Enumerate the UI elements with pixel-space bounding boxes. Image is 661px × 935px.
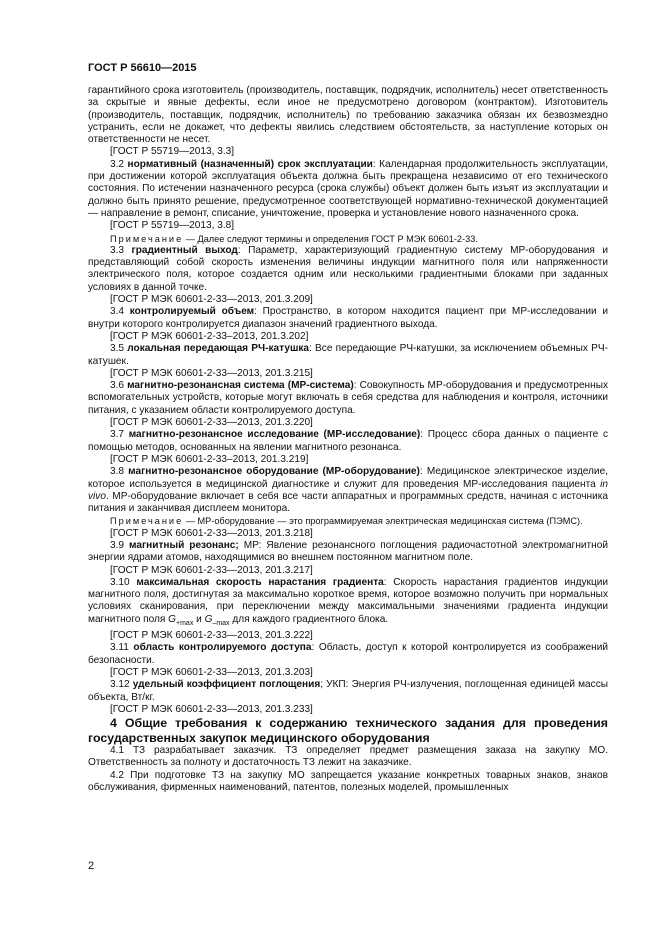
term-entry-3-10 (88, 577, 608, 630)
source-reference: [ГОСТ Р МЭК 60601-2-33—2013, 201.3.218] (110, 527, 313, 539)
source-reference: [ГОСТ Р МЭК 60601-2-33—2013, 201.3.203] (110, 666, 313, 678)
paragraph-4-2: 4.2 При подготовке ТЗ на закупку МО запрещается указание конкретных товарных знаков, знаков обслуживания, фирменных наименований, патентов, полезных моделей, промышленных (88, 769, 608, 794)
symbol-g: G (168, 613, 177, 625)
term-name: магнитно-резонансное оборудование (МР-оборудование) (128, 466, 420, 478)
term-name: область контролируемого доступа (133, 642, 312, 654)
document-header: ГОСТ Р 56610—2015 (88, 62, 197, 74)
term-name: максимальная скорость нарастания градиента (136, 576, 384, 588)
term-number: 3.6 (110, 380, 128, 392)
note (88, 233, 608, 245)
note-label: Примечание (110, 516, 184, 527)
paragraph-4-1: 4.1 ТЗ разрабатывает заказчик. ТЗ определяет предмет размещения заказа на закупку МО. Ответственность за полноту и достаточность ТЗ лежит на заказчике. (88, 745, 608, 769)
term-name: контролируемый объем (129, 306, 255, 318)
source-reference: [ГОСТ Р МЭК 60601-2-33—2013, 201.3.222] (110, 630, 313, 642)
term-number: 3.10 (110, 576, 137, 588)
symbol-g: G (204, 613, 213, 625)
note-label: Примечание (110, 233, 184, 244)
term-definition: : Совокупность МР-оборудования и предусмотренных вспомогательных устройств, которые могут включать в себя средства для наблюдения и контроля, источники питания, с указанием области контролируемого доступа. (88, 380, 609, 416)
term-number: 3.7 (110, 429, 129, 441)
term-name: нормативный (назначенный) срок эксплуатации (127, 158, 373, 170)
term-definition: : Все передающие РЧ-катушки, за исключением объемных РЧ-катушек. (88, 343, 608, 367)
term-definition: : Медицинское электрическое изделие, которое используется в медицинской диагностике и служит для проведения МР-исследования пациента (88, 466, 608, 490)
term-name: удельный коэффициент поглощения (132, 679, 321, 691)
source-reference: [ГОСТ Р МЭК 60601-2-33–2013, 201.3.202] (110, 330, 309, 342)
term-name: магнитно-резонансная система (МР-система) (127, 380, 354, 392)
page-number: 2 (88, 860, 95, 872)
term-definition: : Календарная продолжительность эксплуатации, при достижении которой эксплуатация объекта должна быть прекращена независимо от его технического состояния. По истечении назначенного ресурса (срока службы) объект должен быть изъят из эксплуатации и должно быть принято решение, предусмотренное соответствующей нормативно-технической документацией — направление в ремонт, списание, уничтожение, проверка и установление нового назначенного срока. (88, 158, 608, 219)
term-name: магнитный резонанс; (129, 539, 239, 551)
term-number: 3.3 (110, 244, 132, 256)
term-entry-3-6 (88, 380, 608, 417)
term-entry-3-3 (88, 245, 608, 294)
term-number: 3.9 (110, 539, 129, 551)
term-number: 3.8 (110, 466, 129, 478)
note-text: — МР-оборудование — это программируемая электрическая медицинская система (ПЭМС). (183, 516, 583, 527)
term-number: 3.4 (110, 306, 130, 318)
source-reference: [ГОСТ Р 55719—2013, 3.8] (110, 220, 235, 232)
term-definition: ; УКП: Энергия РЧ-излучения, поглощенная единицей массы объекта, Вт/кг. (88, 679, 609, 703)
term-entry-3-9 (88, 540, 608, 565)
term-number: 3.5 (110, 343, 128, 355)
source-reference: [ГОСТ Р МЭК 60601-2-33–2013, 201.3.219] (110, 453, 309, 465)
term-name: магнитно-резонансное исследование (МР-исследование) (128, 429, 421, 441)
term-entry-3-8 (88, 466, 608, 515)
term-definition: : Параметр, характеризующий градиентную систему МР-оборудования и представляющий собой скорость изменения величины индукции магнитного поля или напряженности электрического поля, которое создается одним или несколькими градиентными блоками при заданных условиях в данной точке. (88, 244, 608, 293)
source-reference: [ГОСТ Р МЭК 60601-2-33—2013, 201.3.217] (110, 564, 313, 576)
term-definition: МР: Явление резонансного поглощения радиочастотной электромагнитной энергии ядрами атомов, находящимися во внешнем постоянном магнитном поле. (88, 539, 608, 564)
term-entry-3-4 (88, 306, 608, 331)
term-entry-3-11 (88, 642, 608, 667)
term-entry-3-2 (88, 159, 608, 220)
term-number: 3.2 (110, 158, 128, 170)
term-definition: : Область, доступ к которой контролируется из соображений безопасности. (88, 642, 609, 666)
conjunction: и (193, 613, 205, 625)
source-reference: [ГОСТ Р 55719—2013, 3.3] (110, 146, 235, 158)
paragraph: гарантийного срока изготовитель (производитель, поставщик, подрядчик, исполнитель) несет ответственность за скрытые и явные дефекты, если иное не предусмотрено договором (контрактом). Изготовитель (производитель, поставщик, подрядчик, исполнитель) по требованию заказчика обязан их безвозмездно устранить, если не докажет, что дефекты явились следствием обстоятельств, за наступление которых он ответственности не несет. (88, 85, 608, 146)
symbol-subscript: –max (212, 619, 230, 627)
note-text: — Далее следуют термины и определения ГОСТ Р МЭК 60601-2-33. (183, 233, 478, 244)
term-entry-3-12 (88, 679, 608, 704)
source-reference: [ГОСТ Р МЭК 60601-2-33—2013, 201.3.233] (110, 703, 313, 715)
section-heading-4: 4 Общие требования к содержанию технического задания для проведения государственных закупок медицинского оборудования (88, 716, 608, 745)
note (88, 515, 608, 527)
source-reference: [ГОСТ Р МЭК 60601-2-33—2013, 201.3.215] (110, 367, 313, 379)
term-number: 3.11 (110, 642, 134, 654)
document-body (88, 85, 608, 794)
symbol-subscript: +max (176, 619, 194, 627)
term-entry-3-5 (88, 343, 608, 368)
source-reference: [ГОСТ Р МЭК 60601-2-33—2013, 201.3.220] (110, 417, 313, 429)
term-number: 3.12 (110, 679, 133, 691)
term-definition: для каждого градиентного блока. (229, 613, 389, 625)
term-definition: . МР-оборудование включает в себя все части аппаратных и программных средств, начиная с источника питания и заканчивая дисплеем монитора. (88, 490, 608, 515)
term-definition: : Пространство, в котором находится пациент при МР-исследовании и внутри которого контролируется диапазон значений градиентного выхода. (88, 306, 608, 330)
term-definition-italic: in vivo (88, 478, 608, 502)
term-entry-3-7 (88, 429, 608, 454)
term-name: локальная передающая РЧ-катушка (127, 343, 310, 355)
term-definition: : Скорость нарастания градиентов индукции магнитного поля, достигнутая за максимально короткое время, которое возможно получить при нормальных условиях сканирования, при переключении между максимальными значениями градиента индукции магнитного поля (88, 576, 609, 625)
source-reference: [ГОСТ Р МЭК 60601-2-33—2013, 201.3.209] (110, 294, 313, 306)
term-definition: : Процесс сбора данных о пациенте с помощью методов, основанных на явлении магнитного резонанса. (88, 429, 608, 453)
term-name: градиентный выход (131, 244, 238, 256)
